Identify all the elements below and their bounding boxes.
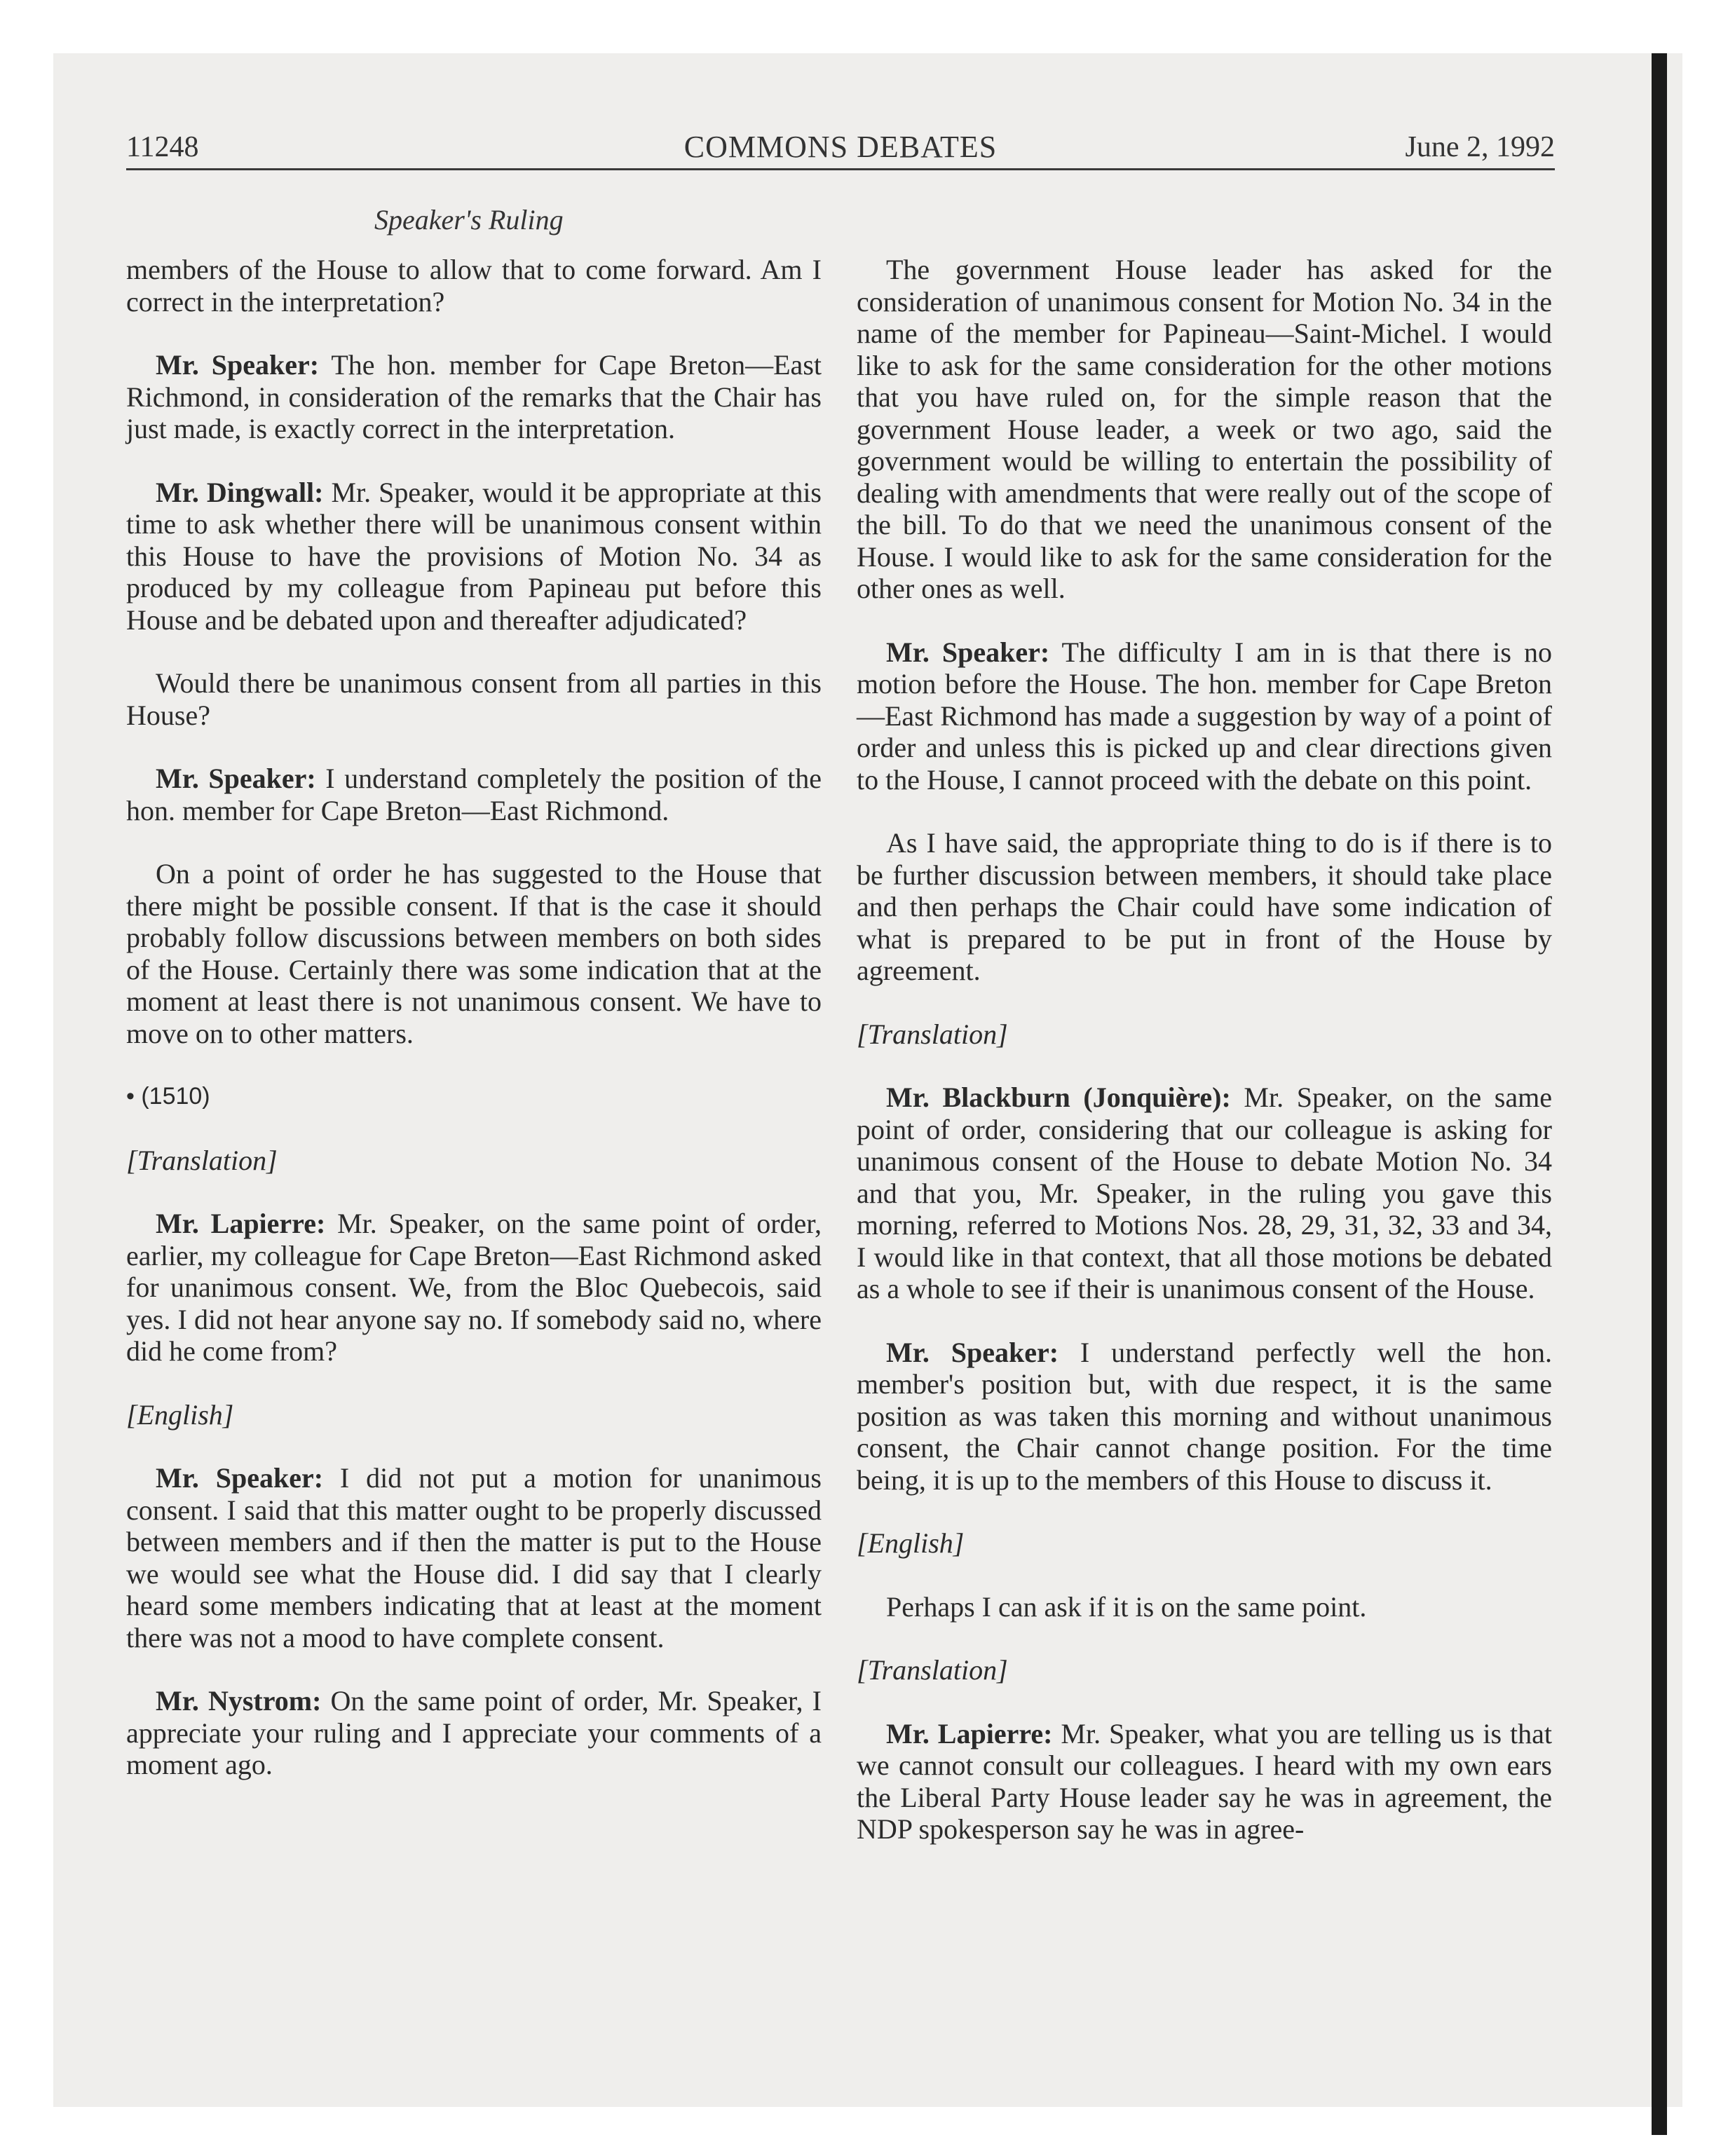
paragraph-text: I understand perfectly well the hon. member's position but, with due respect, it is the same position as was taken this morning and without unanimous consent, the Chair cannot change position. For the time being, it is up to the members of this House to discuss it. bbox=[857, 1336, 1553, 1496]
paragraph: The government House leader has asked for the consideration of unanimous consent for Motion No. 34 in the name of the member for Papineau—Saint-Michel. I would like to ask for the same consideration for the other motions that you have ruled on, for the simple reason that the government House leader, a week or two ago, said the government would be willing to entertain the possibility of dealing with amendments that were really out of the scope of the bill. To do that we need the unanimous consent of the House. I would like to ask for the same consideration for the other ones as well. bbox=[857, 254, 1552, 604]
paragraph: Would there be unanimous consent from all parties in this House? bbox=[126, 667, 822, 731]
paragraph-text: Mr. Speaker, on the same point of order, considering that our colleague is asking for unanimous consent of the House to debate Motion No. 34 and that you, Mr. Speaker, in the ruling you gave this morning, referred to Motions Nos. 28, 29, 31, 32, 33 and 34, I would like in that context, that all those motions be debated as a whole to see if their is unanimous consent of the House. bbox=[857, 1082, 1552, 1304]
speaker-name: Mr. Lapierre: bbox=[156, 1208, 326, 1239]
speaker-name: Mr. Speaker: bbox=[156, 763, 316, 794]
paragraph bbox=[126, 1208, 822, 1367]
publication-date: June 2, 1992 bbox=[1405, 131, 1555, 163]
paragraph-text: On the same point of order, Mr. Speaker, I appreciate your ruling and I appreciate your comments of a moment ago. bbox=[126, 1685, 822, 1780]
speaker-name: Mr. Speaker: bbox=[156, 349, 320, 381]
paragraph-text: Mr. Speaker, what you are telling us is that we cannot consult our colleagues. I heard with my own ears the Liberal Party House leader say he was in agreement, the NDP spokesperson say he was in agree- bbox=[857, 1717, 1552, 1845]
paragraph: members of the House to allow that to come forward. Am I correct in the interpretation? bbox=[126, 254, 822, 318]
header-rule bbox=[126, 168, 1555, 170]
publication-title: COMMONS DEBATES bbox=[683, 130, 998, 164]
speaker-name: Mr. Lapierre: bbox=[886, 1717, 1053, 1749]
paragraph: On a point of order he has suggested to the House that there might be possible consent. If that is the case it should probably follow discussions between members on both sides of the House. Certainly there was some indication that at the moment at least there is not unanimous consent. We have to move on to other matters. bbox=[126, 858, 822, 1049]
paragraph bbox=[126, 1685, 822, 1781]
paragraph bbox=[857, 1082, 1552, 1305]
language-tag: [Translation] bbox=[857, 1654, 1008, 1686]
speaker-name: Mr. Nystrom: bbox=[156, 1685, 322, 1717]
paragraph: As I have said, the appropriate thing to do is if there is to be further discussion between members, it should take place and then perhaps the Chair could have some indication of what is prepared to be put in front of the House by agreement. bbox=[857, 827, 1552, 986]
right-column bbox=[857, 254, 1552, 1877]
scan-edge-bar bbox=[1652, 53, 1667, 2135]
page-number: 11248 bbox=[126, 131, 199, 163]
time-marker: • (1510) bbox=[126, 1083, 210, 1110]
paragraph bbox=[126, 477, 822, 636]
paragraph bbox=[857, 636, 1552, 796]
paragraph bbox=[126, 1462, 822, 1653]
paragraph-text: I did not put a motion for unanimous consent. I said that this matter ought to be properly discussed between members and if then the matter is put to the House we would see what the House did. I did say that I clearly heard some members indicating that at least at the moment there was not a mood to have complete consent. bbox=[126, 1462, 822, 1653]
speaker-name: Mr. Speaker: bbox=[886, 1336, 1059, 1368]
paragraph bbox=[857, 1337, 1552, 1496]
speaker-name: Mr. Speaker: bbox=[156, 1462, 324, 1494]
language-tag: [Translation] bbox=[857, 1018, 1008, 1050]
paragraph: Perhaps I can ask if it is on the same point. bbox=[886, 1590, 1367, 1623]
page-header bbox=[126, 128, 1555, 170]
left-column bbox=[126, 254, 822, 1813]
speaker-name: Mr. Dingwall: bbox=[156, 476, 324, 508]
speaker-name: Mr. Speaker: bbox=[886, 636, 1050, 668]
running-head: Speaker's Ruling bbox=[374, 204, 564, 236]
language-tag: [English] bbox=[857, 1527, 965, 1559]
paragraph bbox=[126, 349, 822, 445]
paragraph-text: Mr. Speaker, would it be appropriate at this time to ask whether there will be unanimous consent within this House to have the provisions of Motion No. 34 as produced by my colleague from Papineau put before this House and be debated upon and thereafter adjudicated? bbox=[126, 476, 822, 636]
language-tag: [Translation] bbox=[126, 1144, 278, 1176]
paragraph bbox=[126, 763, 822, 826]
paragraph-text: The hon. member for Cape Breton—East Richmond, in consideration of the remarks that the Chair has just made, is exactly correct in the interpretation. bbox=[126, 349, 822, 444]
speaker-name: Mr. Blackburn (Jonquière): bbox=[886, 1082, 1231, 1113]
paragraph-text: I understand completely the position of the hon. member for Cape Breton—East Richmond. bbox=[126, 763, 822, 826]
paragraph-text: Mr. Speaker, on the same point of order, earlier, my colleague for Cape Breton—East Richmond asked for unanimous consent. We, from the Bloc Quebecois, said yes. I did not hear anyone say no. If somebody said no, where did he come from? bbox=[126, 1208, 822, 1367]
language-tag: [English] bbox=[126, 1398, 234, 1431]
paragraph-text: The difficulty I am in is that there is no motion before the House. The hon. member for Cape Breton—East Richmond has made a suggestion by way of a point of order and unless this is picked up and clear directions given to the House, I cannot proceed with the debate on this point. bbox=[857, 636, 1553, 796]
paragraph bbox=[857, 1718, 1552, 1845]
